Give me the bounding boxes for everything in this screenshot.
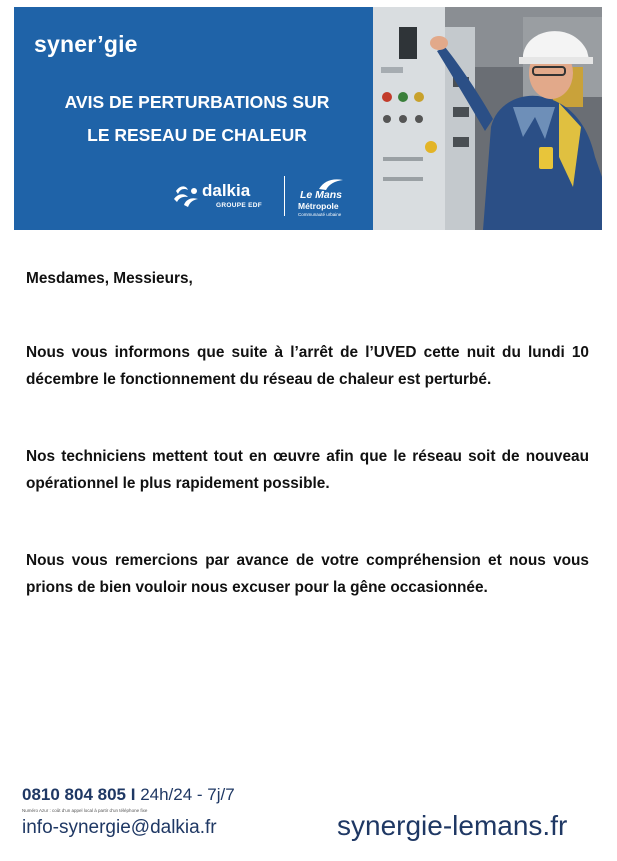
email-link[interactable]: info-synergie@dalkia.fr	[22, 817, 217, 838]
paragraph-3: Nous vous remercions par avance de votre compréhension et nous vous prions de bien vouloir nous excuser pour la gêne occasionnée.	[26, 552, 589, 596]
partner-logos	[172, 174, 372, 220]
header-banner	[14, 7, 602, 230]
phone-number[interactable]: 0810 804 805 I	[22, 785, 136, 804]
dalkia-sub: GROUPE EDF	[216, 202, 262, 209]
phone-hours: 24h/24 - 7j/7	[140, 785, 235, 804]
brand-title: syner’gie	[34, 31, 138, 57]
paragraph-1: Nous vous informons que suite à l’arrêt de l’UVED cette nuit du lundi 10 décembre le fonctionnement du réseau de chaleur est perturbé.	[26, 344, 589, 388]
le-mans-metropole-logo	[296, 177, 372, 219]
metro-line-2: Métropole	[298, 201, 339, 211]
metro-line-1: Le Mans	[300, 189, 343, 201]
dalkia-logo	[172, 178, 266, 214]
dalkia-name: dalkia	[202, 181, 251, 200]
technician-photo	[373, 7, 602, 230]
logo-divider	[284, 176, 285, 216]
headline	[24, 86, 370, 152]
phone-note: Numéro Azur : coût d’un appel local à partir d’un téléphone fixe	[22, 808, 148, 813]
headline-line-2: LE RESEAU DE CHALEUR	[87, 125, 307, 145]
headline-line-1: AVIS DE PERTURBATIONS SUR	[64, 92, 330, 112]
metro-line-3: Communauté urbaine	[298, 212, 342, 217]
paragraph-2: Nos techniciens mettent tout en œuvre afin que le réseau soit de nouveau opérationnel le plus rapidement possible.	[26, 448, 589, 492]
dalkia-wave-icon	[172, 183, 200, 209]
website-link[interactable]: synergie-lemans.fr	[337, 810, 568, 841]
footer-phone	[22, 785, 235, 805]
salutation: Mesdames, Messieurs,	[26, 270, 193, 287]
